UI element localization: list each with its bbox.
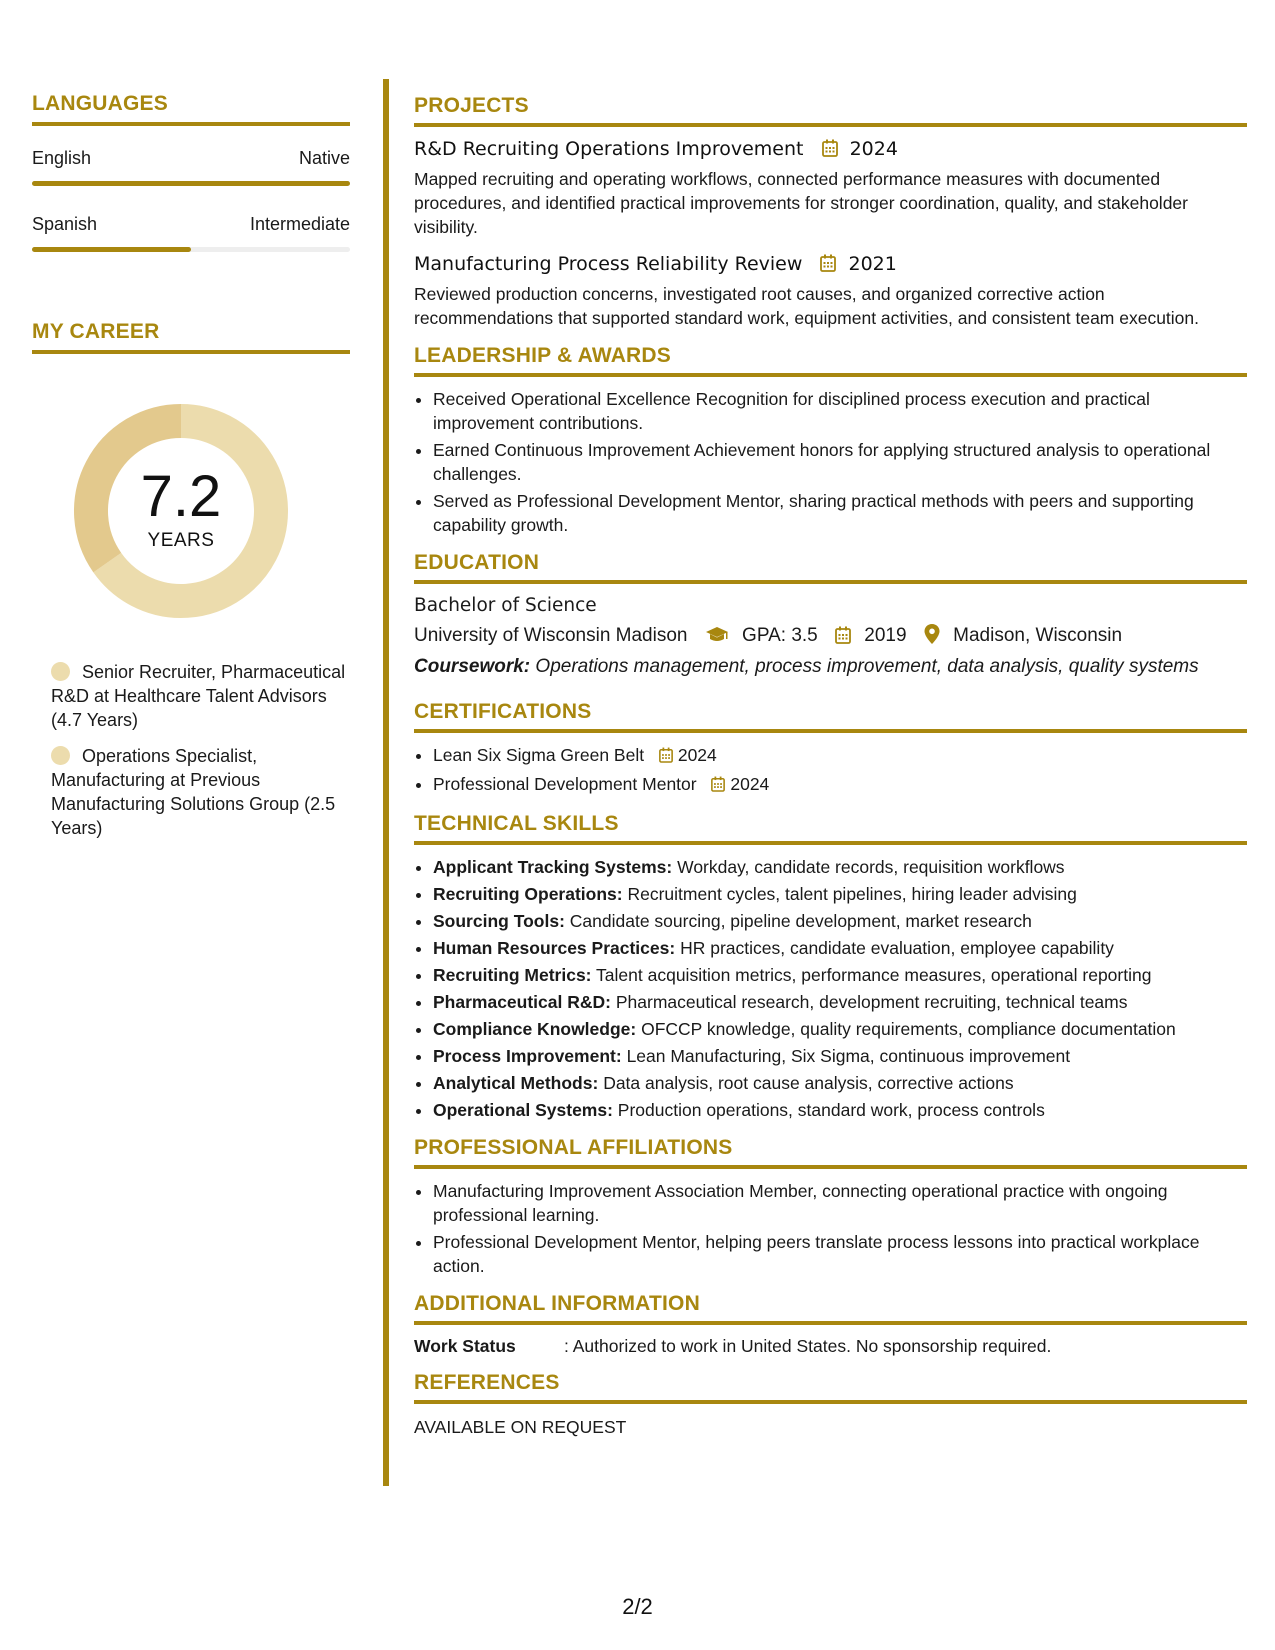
references-title: REFERENCES (414, 1371, 1247, 1404)
list-item: • Professional Development Mentor, helping peers translate process lessons into practical workplace action. (433, 1230, 1247, 1278)
legend-dot-icon (51, 746, 70, 765)
skill-value: Workday, candidate records, requisition workflows (677, 857, 1065, 877)
project-description: Reviewed production concerns, investigated root causes, and organized corrective action recommendations that supported standard work, equipment activities, and consistent team execution. (414, 284, 1200, 328)
coursework-label: Coursework: (414, 656, 531, 677)
language-name: Spanish (32, 214, 98, 234)
coursework-text: Operations management, process improvement, data analysis, quality systems (535, 656, 1199, 677)
skill-item (433, 1098, 1247, 1122)
skill-label: Compliance Knowledge: (433, 1019, 637, 1039)
education-title: EDUCATION (414, 551, 1247, 584)
education-school: University of Wisconsin Madison (414, 625, 688, 646)
projects-section (414, 94, 1247, 330)
affiliations-list (414, 1179, 1247, 1278)
career-years-unit: YEARS (147, 530, 215, 551)
skill-value: HR practices, candidate evaluation, employee capability (680, 938, 1114, 958)
additional-section (414, 1292, 1247, 1357)
project-year: 2024 (849, 138, 898, 160)
list-item (433, 772, 1247, 798)
education-degree: Bachelor of Science (414, 595, 597, 616)
project-description: Mapped recruiting and operating workflows, connected performance measures with documented procedures, and identified practical improvements for stronger coordination, quality, and stakeholder visibility. (414, 169, 1188, 237)
certification-name: Professional Development Mentor (433, 774, 697, 794)
leadership-list (414, 387, 1247, 537)
certification-year: 2024 (677, 745, 717, 765)
education-year: 2019 (864, 625, 907, 646)
legend-item (51, 660, 350, 732)
education-coursework (414, 656, 1247, 678)
legend-dot-icon (51, 662, 70, 681)
career-total-years: 7.2 (140, 464, 222, 529)
language-proficiency-fill (32, 247, 191, 252)
skill-label: Process Improvement: (433, 1046, 622, 1066)
career-legend (32, 660, 350, 840)
legend-item (51, 744, 350, 840)
calendar-icon (835, 625, 856, 646)
calendar-icon (659, 745, 673, 769)
projects-title: PROJECTS (414, 94, 1247, 127)
skill-label: Sourcing Tools: (433, 911, 565, 931)
skill-label: Pharmaceutical R&D: (433, 992, 611, 1012)
certifications-title: CERTIFICATIONS (414, 700, 1247, 733)
skill-label: Human Resources Practices: (433, 938, 676, 958)
work-status-row (414, 1336, 1247, 1357)
certification-name: Lean Six Sigma Green Belt (433, 745, 645, 765)
calendar-icon (711, 774, 725, 798)
language-level: Native (298, 148, 350, 168)
references-text: AVAILABLE ON REQUEST (414, 1417, 627, 1437)
references-section (414, 1371, 1247, 1438)
skill-value: OFCCP knowledge, quality requirements, compliance documentation (641, 1019, 1176, 1039)
skill-item (433, 963, 1247, 987)
skill-label: Recruiting Metrics: (433, 965, 592, 985)
education-location: Madison, Wisconsin (953, 625, 1123, 646)
skill-label: Recruiting Operations: (433, 884, 623, 904)
skill-item (433, 1044, 1247, 1068)
skill-value: Candidate sourcing, pipeline development, market research (569, 911, 1032, 931)
certifications-list (414, 743, 1247, 798)
career-title: MY CAREER (32, 320, 350, 354)
leadership-section (414, 344, 1247, 537)
skills-list (414, 855, 1247, 1122)
career-section (32, 320, 350, 840)
skill-value: Talent acquisition metrics, performance measures, operational reporting (596, 965, 1152, 985)
list-item: • Manufacturing Improvement Association Member, connecting operational practice with ongoing professional learning. (433, 1179, 1247, 1227)
language-item-spanish (32, 214, 350, 252)
language-proficiency-fill (32, 181, 350, 186)
left-column (32, 92, 350, 852)
certifications-section (414, 700, 1247, 798)
list-item (433, 743, 1247, 769)
column-divider (383, 79, 389, 1486)
skill-item (433, 990, 1247, 1014)
list-item: • Received Operational Excellence Recognition for disciplined process execution and practical improvement contributions. (433, 387, 1247, 435)
language-proficiency-bar (32, 181, 350, 186)
skill-label: Analytical Methods: (433, 1073, 599, 1093)
project-name: R&D Recruiting Operations Improvement (414, 138, 804, 160)
skills-section (414, 812, 1247, 1122)
work-status-label: Work Status (414, 1336, 516, 1356)
page-number: 2/2 (622, 1594, 653, 1619)
skill-item (433, 882, 1247, 906)
project-item (414, 138, 1247, 239)
leadership-title: LEADERSHIP & AWARDS (414, 344, 1247, 377)
language-proficiency-bar (32, 247, 350, 252)
education-section (414, 551, 1247, 678)
skill-label: Operational Systems: (433, 1100, 613, 1120)
additional-title: ADDITIONAL INFORMATION (414, 1292, 1247, 1325)
languages-title: LANGUAGES (32, 92, 350, 126)
career-donut-chart (66, 396, 296, 626)
skill-value: Data analysis, root cause analysis, corrective actions (603, 1073, 1014, 1093)
skill-value: Recruitment cycles, talent pipelines, hiring leader advising (627, 884, 1077, 904)
skill-value: Lean Manufacturing, Six Sigma, continuous improvement (626, 1046, 1071, 1066)
list-item: • Served as Professional Development Mentor, sharing practical methods with peers and supporting capability growth. (433, 489, 1247, 537)
project-item (414, 253, 1247, 330)
language-level: Intermediate (249, 214, 350, 234)
skill-item (433, 1017, 1247, 1041)
certification-year: 2024 (730, 774, 770, 794)
calendar-icon (820, 254, 836, 277)
education-gpa: GPA: 3.5 (742, 625, 818, 646)
legend-label: Senior Recruiter, Pharmaceutical R&D at Healthcare Talent Advisors (4.7 Years) (51, 662, 346, 730)
calendar-icon (822, 139, 838, 162)
language-name: English (32, 148, 92, 168)
legend-label: Operations Specialist, Manufacturing at Previous Manufacturing Solutions Group (2.5 Years) (51, 746, 336, 838)
right-column (414, 94, 1247, 1452)
list-item: • Earned Continuous Improvement Achievement honors for applying structured analysis to operational challenges. (433, 438, 1247, 486)
affiliations-section (414, 1136, 1247, 1278)
skill-value: Pharmaceutical research, development recruiting, technical teams (615, 992, 1128, 1012)
project-year: 2021 (848, 253, 897, 275)
skills-title: TECHNICAL SKILLS (414, 812, 1247, 845)
map-pin-icon (924, 625, 945, 646)
skill-label: Applicant Tracking Systems: (433, 857, 673, 877)
affiliations-title: PROFESSIONAL AFFILIATIONS (414, 1136, 1247, 1169)
project-name: Manufacturing Process Reliability Review (414, 253, 803, 275)
work-status-value: : Authorized to work in United States. No sponsorship required. (564, 1336, 1052, 1356)
skill-item (433, 936, 1247, 960)
skill-item (433, 855, 1247, 879)
skill-item (433, 909, 1247, 933)
graduation-cap-icon (705, 625, 734, 646)
skill-item (433, 1071, 1247, 1095)
language-item-english (32, 148, 350, 186)
skill-value: Production operations, standard work, process controls (617, 1100, 1045, 1120)
